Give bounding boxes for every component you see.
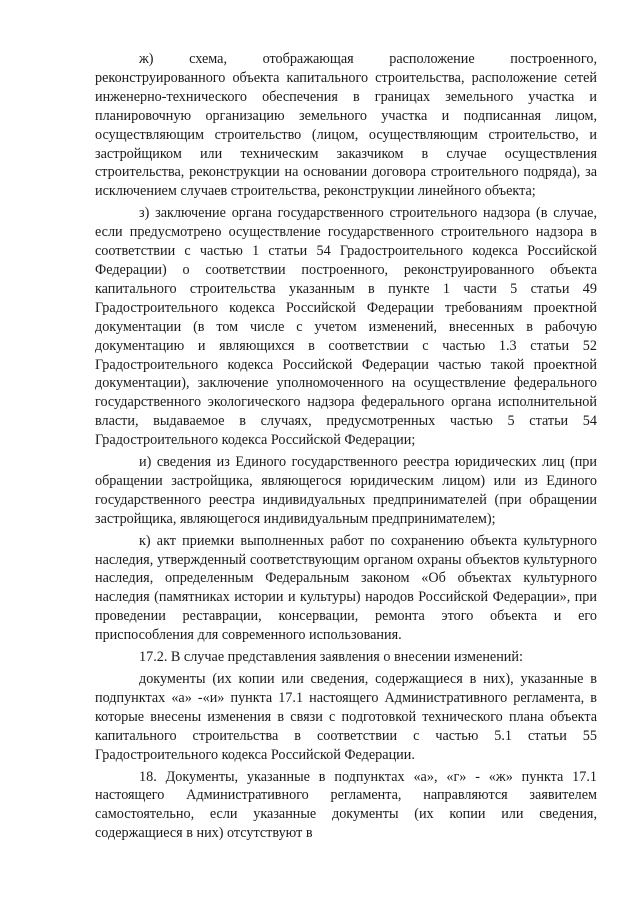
paragraph-z-conclusion: з) заключение органа государственного строительного надзора (в случае, если предусмотрено осуществление государственного строительного надзора в соответствии с частью 1 статьи 54 Градостроительного кодекса Российской Федерации) о соответствии построенного, реконструированного объекта капитального строительства указанным в пункте 1 части 5 статьи 49 Градостроительного кодекса Российской Федерации требованиям проектной документации (в том числе с учетом изменений, внесенных в рабочую документацию и являющихся в соответствии с частью 1.3 статьи 52 Градостроительного кодекса Российской Федерации частью такой проектной документации), заключение уполномоченного на осуществление федерального государственного экологического надзора федерального органа исполнительной власти, выдаваемое в случаях, предусмотренных частью 5 статьи 54 Градостроительного кодекса Российской Федерации; xyxy=(95,205,597,449)
paragraph-zh-scheme: ж) схема, отображающая расположение построенного, реконструированного объекта капитального строительства, расположение сетей инженерно-технического обеспечения в границах земельного участка и планировочную организацию земельного участка и подписанная лицом, осуществляющим строительство (лицом, осуществляющим строительство, и застройщиком или техническим заказчиком в случае осуществления строительства, реконструкции на основании договора строительного подряда), за исключением случаев строительства, реконструкции линейного объекта; xyxy=(95,51,597,200)
paragraph-18: 18. Документы, указанные в подпунктах «а», «г» - «ж» пункта 17.1 настоящего Административного регламента, направляются заявителем самостоятельно, если указанные документы (их копии или сведения, содержащиеся в них) отсутствуют в xyxy=(95,768,597,842)
paragraph-17-2-heading: 17.2. В случае представления заявления о внесении изменений: xyxy=(139,649,523,666)
paragraph-17-2-documents: документы (их копии или сведения, содержащиеся в них), указанные в подпунктах «а» -«и» пункта 17.1 настоящего Административного регламента, в которые внесены изменения в связи с подготовкой технического плана объекта капитального строительства в соответствии с частью 5.1 статьи 55 Градостроительного кодекса Российской Федерации. xyxy=(95,671,597,763)
document-body xyxy=(95,50,597,846)
paragraph-k-act: к) акт приемки выполненных работ по сохранению объекта культурного наследия, утвержденный соответствующим органом охраны объектов культурного наследия, определенным Федеральным законом «Об объектах культурного наследия (памятниках истории и культуры) народов Российской Федерации», при проведении реставрации, консервации, ремонта этого объекта и его приспособления для современного использования. xyxy=(95,532,597,644)
paragraph-i-registry: и) сведения из Единого государственного реестра юридических лиц (при обращении застройщика, являющегося юридическим лицом) или из Единого государственного реестра индивидуальных предпринимателей (при обращении застройщика, являющегося индивидуальным предпринимателем); xyxy=(95,454,597,527)
